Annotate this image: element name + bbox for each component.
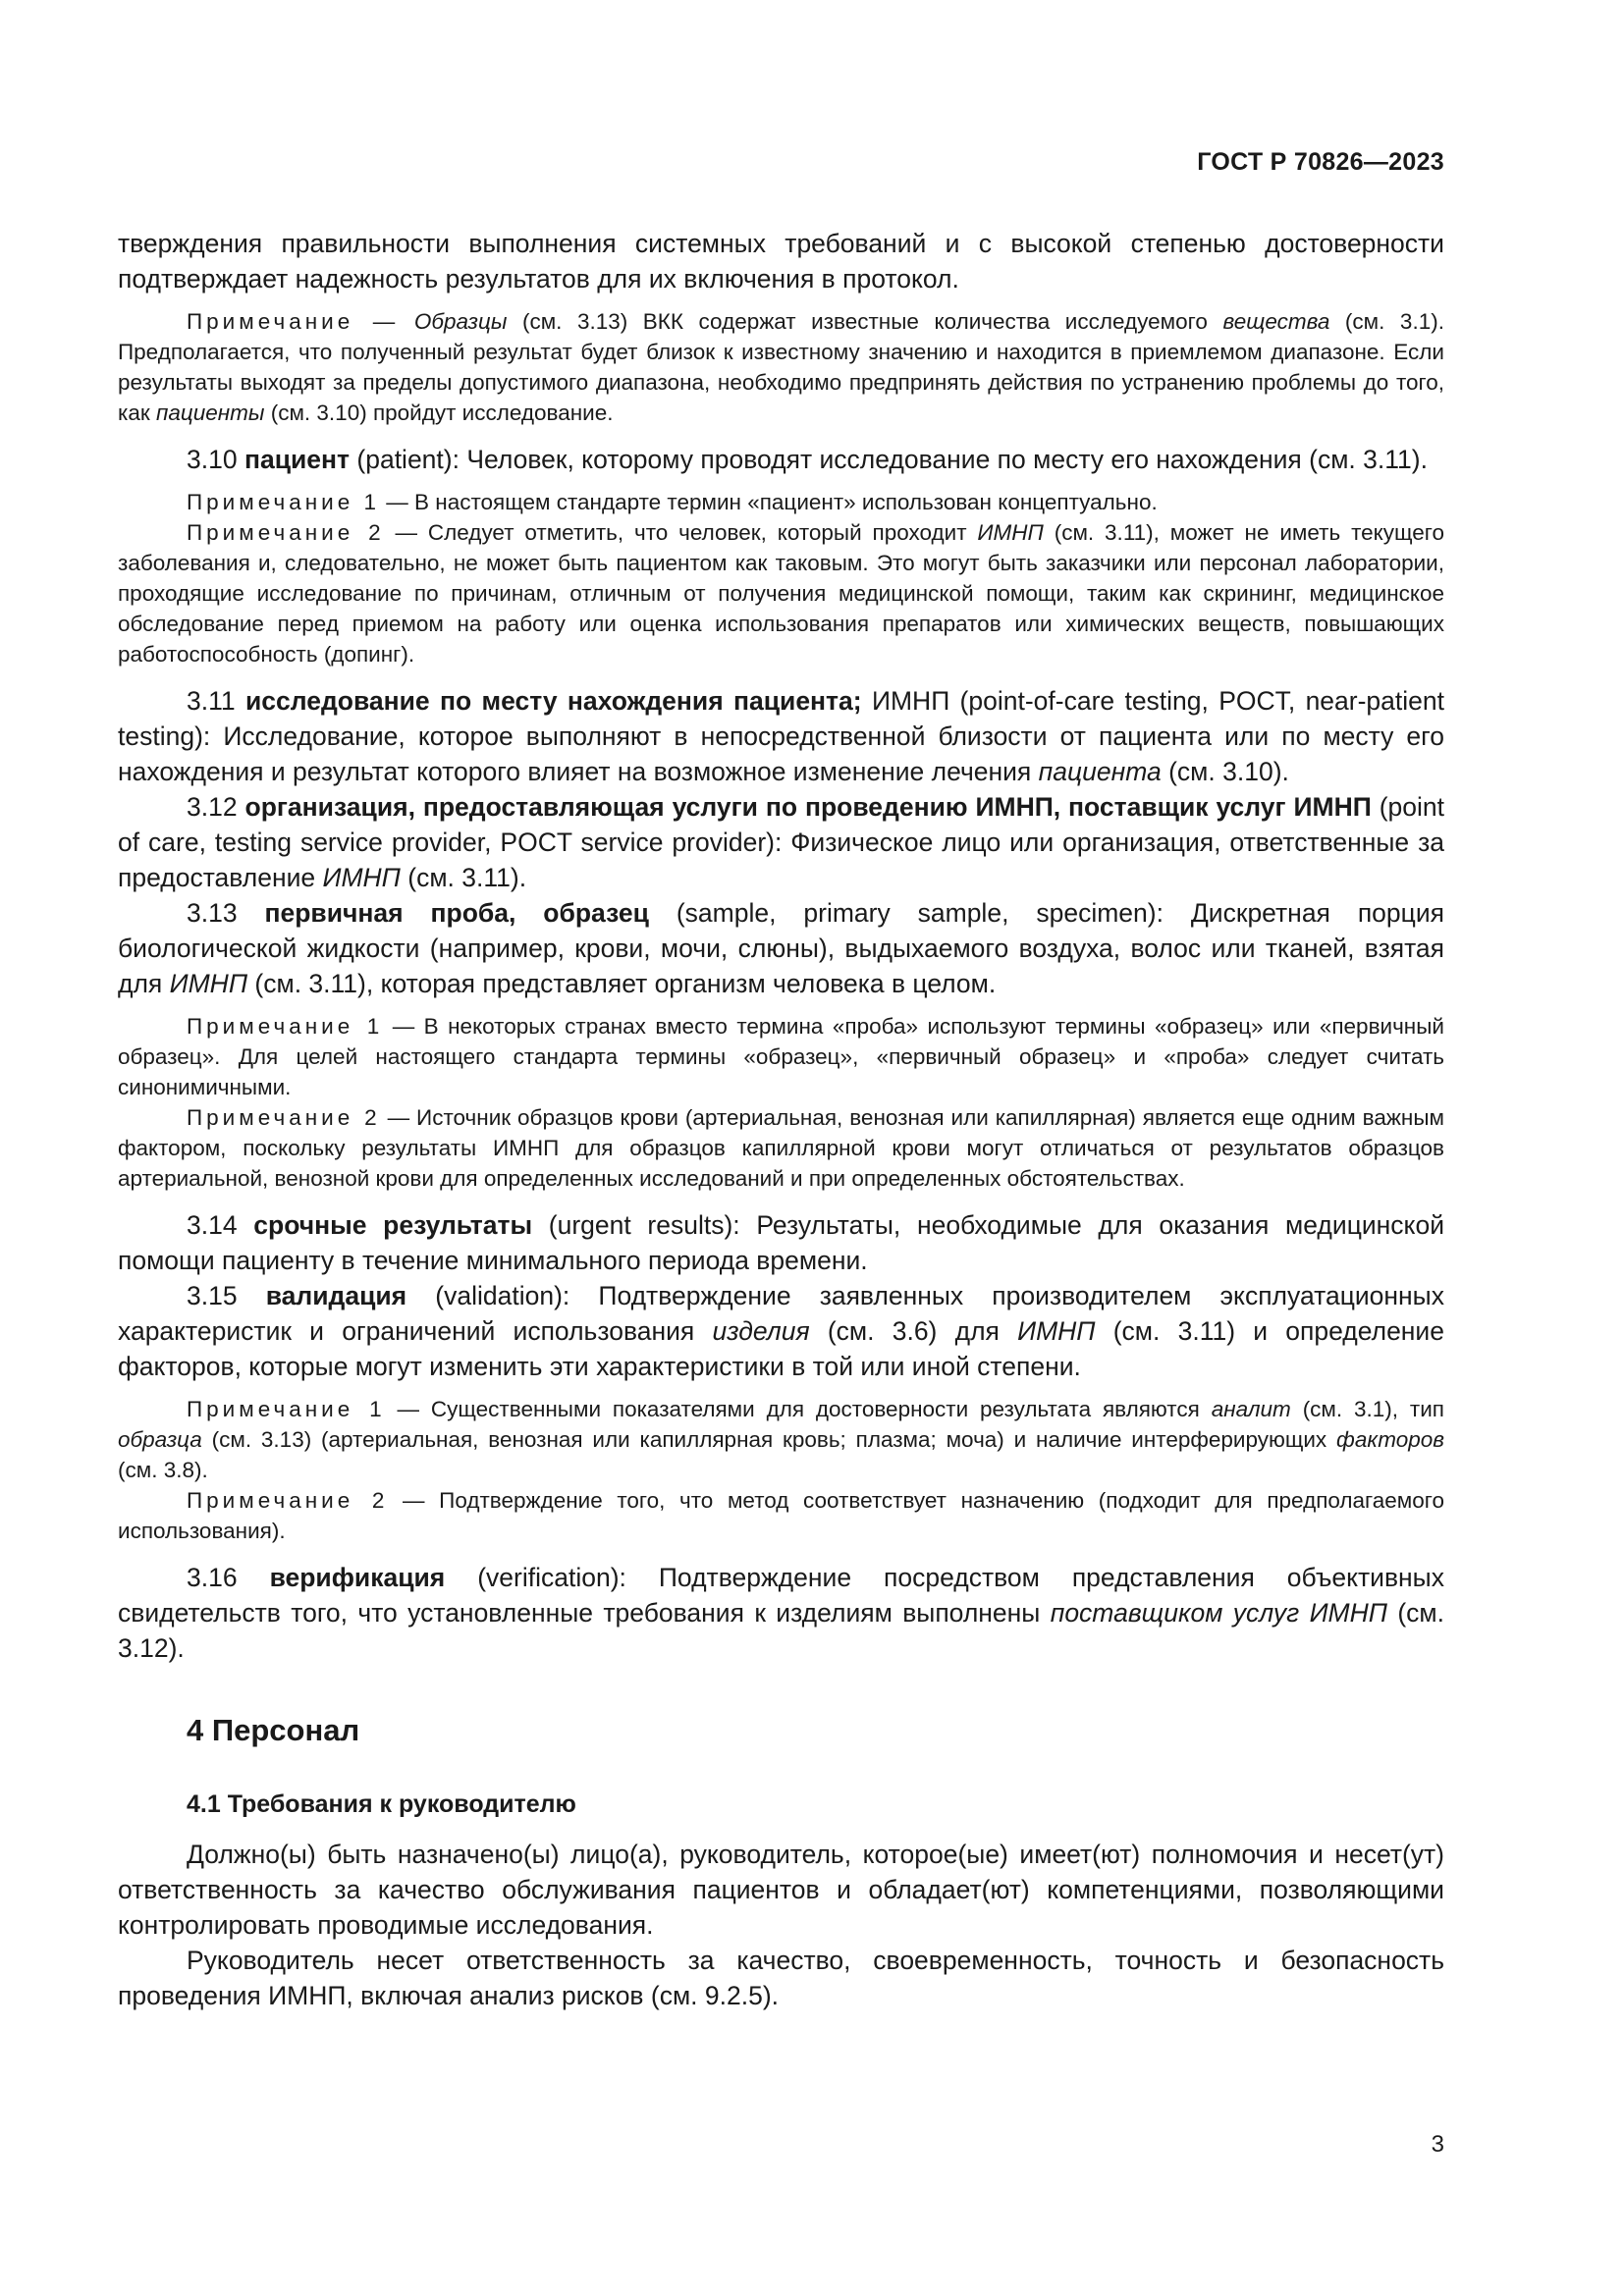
- note-text: (см. 3.13) (артериальная, венозная или капиллярная кровь; плазма; моча) и наличие интерферирующих: [211, 1427, 1327, 1452]
- term-italic-ref: поставщиком услуг ИМНП: [1050, 1598, 1387, 1628]
- term-name: пациент: [244, 445, 351, 474]
- paragraph: [118, 1943, 1444, 2013]
- note: [118, 517, 1444, 669]
- term-name: верификация: [269, 1563, 446, 1592]
- term-definition: ИМНП (point-of-care testing, POCT, near-patient testing): Исследование, которое выполняют в непосредственной близости от пациента или по месту его нахождения и результат которого влияет на возможное изменение лечения: [118, 686, 1444, 786]
- document-header-id: ГОСТ Р 70826—2023: [1197, 148, 1444, 176]
- note-label: Примечание 1: [187, 490, 380, 514]
- term-3-10: [118, 442, 1444, 477]
- note-italic-term: факторов: [1336, 1427, 1444, 1452]
- term-definition: (verification): Подтверждение посредством представления объективных свидетельств того, что установленные требования к изделиям выполнены: [118, 1563, 1444, 1628]
- note-text: (см. 3.1), тип: [1302, 1397, 1444, 1421]
- document-body: [118, 226, 1444, 2013]
- term-italic-ref: ИМНП: [1017, 1316, 1096, 1346]
- term-3-11: [118, 683, 1444, 789]
- term-number: 3.11: [187, 686, 236, 716]
- note-label: Примечание 2: [187, 520, 385, 545]
- term-3-12: [118, 789, 1444, 895]
- term-definition: (validation): Подтверждение заявленных производителем эксплуатационных характеристик и ограничений использования: [118, 1281, 1444, 1346]
- term-italic-ref: ИМНП: [169, 969, 248, 998]
- paragraph-text: Должно(ы) быть назначено(ы) лицо(а), руководитель, которое(ые) имеет(ют) полномочия и несет(ут) ответственность за качество обслуживания пациентов и обладает(ют) компетенциями, позволяющими контролировать проводимые исследования.: [118, 1840, 1444, 1940]
- term-name: валидация: [265, 1281, 407, 1310]
- term-name: организация, предоставляющая услуги по проведению ИМНП, поставщик услуг ИМНП: [244, 792, 1372, 822]
- term-definition: (point of care, testing service provider, POCT service provider): Физическое лицо или организация, ответственные за предоставление: [118, 792, 1444, 892]
- subsection-heading: 4.1 Требования к руководителю: [187, 1790, 576, 1818]
- term-number: 3.12: [187, 792, 238, 822]
- note-italic-term: образца: [118, 1427, 202, 1452]
- term-3-16: [118, 1560, 1444, 1666]
- note-text: (см. 3.8).: [118, 1458, 208, 1482]
- note-text: (см. 3.11), может не иметь текущего заболевания и, следовательно, не может быть пациентом как таковым. Это могут быть заказчики или персонал лаборатории, проходящие исследование по причинам, отличным от получения медицинской помощи, таким как скрининг, медицинское обследование перед приемом на работу или оценка использования препаратов или химических веществ, повышающих работоспособность (допинг).: [118, 520, 1444, 667]
- section-heading: 4 Персонал: [187, 1713, 360, 1747]
- term-name: первичная проба, образец: [264, 898, 649, 928]
- note-text: — В некоторых странах вместо термина «проба» используют термины «образец» или «первичный образец». Для целей настоящего стандарта термины «образец», «первичный образец» и «проба» следует считать синонимичными.: [118, 1014, 1444, 1099]
- term-number: 3.15: [187, 1281, 238, 1310]
- term-number: 3.14: [187, 1210, 238, 1240]
- note-italic-term: пациенты: [155, 400, 265, 425]
- note-text: — Следует отметить, что человек, который проходит: [395, 520, 967, 545]
- term-name: исследование по месту нахождения пациента;: [244, 686, 862, 716]
- term-3-13: [118, 895, 1444, 1001]
- note-italic-term: аналит: [1211, 1397, 1291, 1421]
- note-text: (см. 3.10) пройдут исследование.: [270, 400, 614, 425]
- term-italic-ref: ИМНП: [322, 863, 401, 892]
- term-definition: (см. 3.11) и определение факторов, которые могут изменить эти характеристики в той или иной степени.: [118, 1316, 1444, 1381]
- note-italic-term: ИМНП: [977, 520, 1044, 545]
- note-text: — Источник образцов крови (артериальная, венозная или капиллярная) является еще одним важным фактором, поскольку результаты ИМНП для образцов капиллярной крови могут отличаться от результатов образцов артериальной, венозной крови для определенных исследований и при определенных обстоятельствах.: [118, 1105, 1444, 1191]
- term-definition: (sample, primary sample, specimen): Дискретная порция биологической жидкости (например, крови, мочи, слюны), выдыхаемого воздуха, волос или тканей, взятая для: [118, 898, 1444, 998]
- note: [118, 306, 1444, 428]
- term-number: 3.10: [187, 445, 238, 474]
- note-label: Примечание 2: [187, 1488, 389, 1513]
- term-definition: (см. 3.11), которая представляет организм человека в целом.: [254, 969, 997, 998]
- note-label: Примечание 2: [187, 1105, 381, 1130]
- note: [118, 1485, 1444, 1546]
- note-text: (см. 3.1). Предполагается, что полученный результат будет близок к известному значению и находится в приемлемом диапазоне. Если результаты выходят за пределы допустимого диапазона, необходимо предпринять действия по устранению проблемы до того, как: [118, 309, 1444, 425]
- note: [118, 487, 1444, 517]
- term-3-14: [118, 1207, 1444, 1278]
- note-italic-term: вещества: [1222, 309, 1330, 334]
- note-label: Примечание 1: [187, 1397, 386, 1421]
- term-name: срочные результаты: [253, 1210, 533, 1240]
- paragraph: [118, 1837, 1444, 1943]
- note-text: — В настоящем стандарте термин «пациент» использован концептуально.: [386, 490, 1158, 514]
- note-text: — Существенными показателями для достоверности результата являются: [397, 1397, 1200, 1421]
- note-label: Примечание 1: [187, 1014, 384, 1039]
- term-3-15: [118, 1278, 1444, 1384]
- term-definition: (patient): Человек, которому проводят исследование по месту его нахождения (см. 3.11).: [356, 445, 1428, 474]
- note: [118, 1102, 1444, 1194]
- term-number: 3.13: [187, 898, 238, 928]
- term-number: 3.16: [187, 1563, 238, 1592]
- term-definition: (см. 3.11).: [407, 863, 527, 892]
- note-text: — Подтверждение того, что метод соответствует назначению (подходит для предполагаемого использования).: [118, 1488, 1444, 1543]
- term-definition: (см. 3.6) для: [827, 1316, 1000, 1346]
- page-number: 3: [1431, 2131, 1444, 2158]
- note: [118, 1011, 1444, 1102]
- term-definition: (см. 3.12).: [118, 1598, 1444, 1663]
- note-text: (см. 3.13) ВКК содержат известные количества исследуемого: [521, 309, 1208, 334]
- term-italic-ref: изделия: [712, 1316, 810, 1346]
- paragraph-text: Руководитель несет ответственность за качество, своевременность, точность и безопасность проведения ИМНП, включая анализ рисков (см. 9.2.5).: [118, 1946, 1444, 2010]
- note-label: Примечание —: [187, 309, 400, 334]
- term-definition: (urgent results): Результаты, необходимые для оказания медицинской помощи пациенту в течение минимального периода времени.: [118, 1210, 1444, 1275]
- note-italic-term: Образцы: [413, 309, 508, 334]
- term-definition: (см. 3.10).: [1168, 757, 1289, 786]
- note: [118, 1394, 1444, 1485]
- paragraph-continuation: [118, 226, 1444, 296]
- term-italic-ref: пациента: [1038, 757, 1162, 786]
- paragraph-text: тверждения правильности выполнения системных требований и с высокой степенью достоверности подтверждает надежность результатов для их включения в протокол.: [118, 229, 1444, 294]
